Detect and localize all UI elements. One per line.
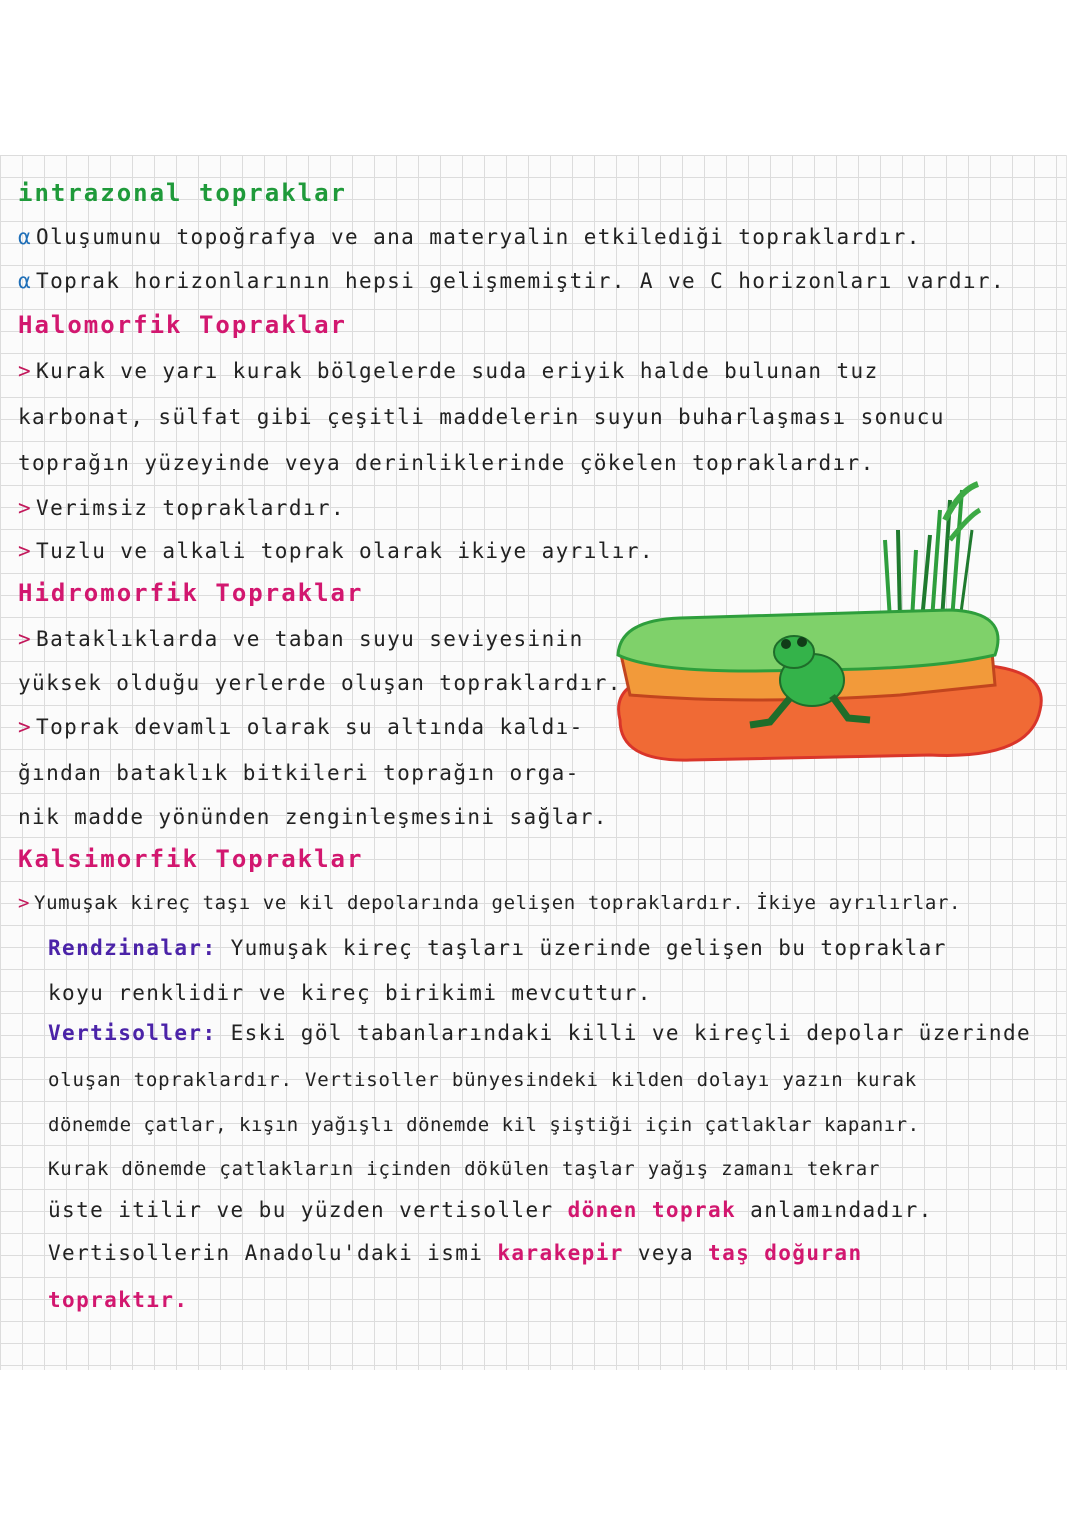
arrow-bullet: > <box>18 539 33 563</box>
intrazonal-line-2: α Toprak horizonlarının hepsi gelişmemiştir. A ve C horizonları vardır. <box>18 269 1006 293</box>
rendzina-line-1: Rendzinalar: Yumuşak kireç taşları üzerinde gelişen bu topraklar <box>48 936 947 960</box>
arrow-bullet: > <box>18 627 33 651</box>
halomorfik-line-1: > Kurak ve yarı kurak bölgelerde suda eriyik halde bulunan tuz <box>18 359 879 383</box>
vertisol-line-5: üste itilir ve bu yüzden vertisoller dönen toprak anlamındadır. <box>48 1198 933 1222</box>
kalsimorfik-line-1: > Yumuşak kireç taşı ve kil depolarında gelişen topraklardır. İkiye ayrılırlar. <box>18 892 962 914</box>
kalsimorfik-heading: Kalsimorfik Topraklar <box>18 845 364 873</box>
halomorfik-line-5: > Tuzlu ve alkali toprak olarak ikiye ayrılır. <box>18 539 654 563</box>
hidromorfik-line-1: > Bataklıklarda ve taban suyu seviyesinin <box>18 627 584 651</box>
vertisol-line-3: dönemde çatlar, kışın yağışlı dönemde kil şiştiği için çatlaklar kapanır. <box>48 1114 920 1136</box>
halomorfik-line-3: toprağın yüzeyinde veya derinliklerinde çökelen topraklardır. <box>18 451 875 475</box>
hidromorfik-heading: Hidromorfik Topraklar <box>18 579 364 607</box>
intrazonal-line-1: α Oluşumunu topoğrafya ve ana materyalin etkilediği topraklardır. <box>18 225 921 249</box>
arrow-bullet: > <box>18 496 33 520</box>
arrow-bullet: > <box>18 359 33 383</box>
rendzina-line-2: koyu renklidir ve kireç birikimi mevcuttur. <box>48 981 652 1005</box>
vertisol-line-1: Vertisoller: Eski göl tabanlarındaki killi ve kireçli depolar üzerinde <box>48 1021 1032 1045</box>
vertisol-line-6: Vertisollerin Anadolu'daki ismi karakepir veya taş doğuran <box>48 1241 863 1265</box>
highlight-donen-toprak: dönen toprak <box>567 1198 737 1222</box>
hidromorfik-line-3: > Toprak devamlı olarak su altında kaldı- <box>18 715 584 739</box>
highlight-karakepir: karakepir <box>497 1241 624 1265</box>
alpha-bullet: α <box>18 225 33 249</box>
highlight-tas-doguran: taş doğuran <box>708 1241 863 1265</box>
alpha-bullet: α <box>18 269 33 293</box>
halomorfik-line-2: karbonat, sülfat gibi çeşitli maddelerin suyun buharlaşması sonucu <box>18 405 945 429</box>
reed-plants <box>885 484 980 620</box>
vertisol-line-2: oluşan topraklardır. Vertisoller bünyesindeki kilden dolayı yazın kurak <box>48 1069 917 1091</box>
hidromorfik-line-5: nik madde yönünden zenginleşmesini sağlar. <box>18 805 608 829</box>
swamp-frog-illustration <box>600 470 1050 770</box>
hidromorfik-line-2: yüksek olduğu yerlerde oluşan topraklardır. <box>18 671 622 695</box>
arrow-bullet: > <box>18 715 33 739</box>
vertisol-line-4: Kurak dönemde çatlakların içinden dökülen taşlar yağış zamanı tekrar <box>48 1158 881 1180</box>
rendzina-term: Rendzinalar: <box>48 936 217 960</box>
hidromorfik-line-4: ğından bataklık bitkileri toprağın orga- <box>18 761 580 785</box>
arrow-bullet: > <box>18 892 31 914</box>
vertisol-line-7: topraktır. <box>48 1288 189 1312</box>
intrazonal-heading: intrazonal topraklar <box>18 179 347 207</box>
halomorfik-line-4: > Verimsiz topraklardır. <box>18 496 345 520</box>
halomorfik-heading: Halomorfik Topraklar <box>18 311 347 339</box>
vertisol-term: Vertisoller: <box>48 1021 217 1045</box>
